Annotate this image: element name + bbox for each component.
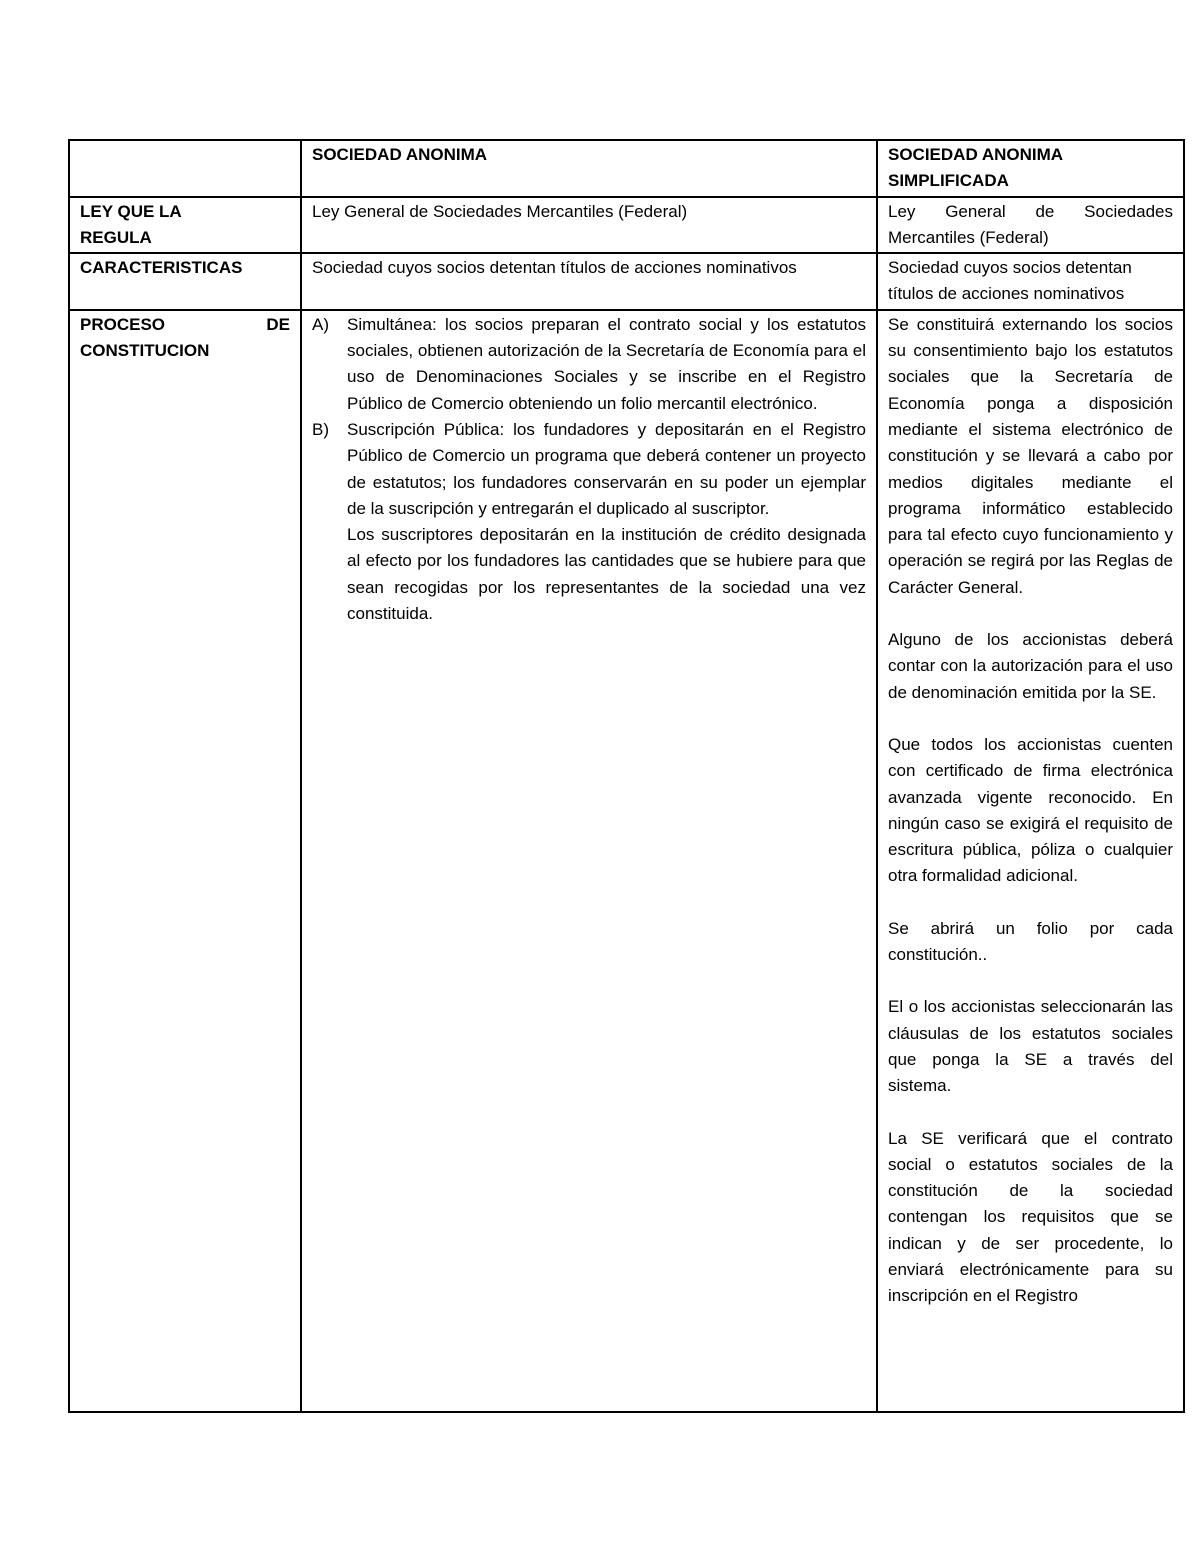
document-page <box>68 139 1183 1413</box>
list-item <box>312 312 866 417</box>
proceso-steps-list <box>312 312 866 522</box>
sas-paragraph-3: Que todos los accionistas cuenten con certificado de firma electrónica avanzada vigente reconocido. En ningún caso se exigirá el requisito de escritura pública, póliza o cualquier otra formalidad adicional. <box>888 734 1173 886</box>
proceso-sociedad-anonima <box>301 310 877 1412</box>
sas-paragraph-5: El o los accionistas seleccionarán las cláusulas de los estatutos sociales que ponga la SE a través del sistema. <box>888 997 1173 1096</box>
row-label-proceso <box>69 310 301 1412</box>
row-label-ley <box>69 197 301 254</box>
row-proceso <box>69 310 1184 1412</box>
proceso-sociedad-anonima-simplificada <box>877 310 1184 1412</box>
row-label-de-word: DE <box>266 314 290 334</box>
row-caracteristicas <box>69 253 1184 310</box>
step-b-text: Suscripción Pública: los fundadores y depositarán en el Registro Público de Comercio un programa que deberá contener un proyecto de estatutos; los fundadores conservarán en su poder un ejemplar de la suscripción y entregarán el duplicado al suscriptor. <box>347 419 866 518</box>
header-row <box>69 140 1184 197</box>
caracteristicas-sociedad-anonima: Sociedad cuyos socios detentan títulos de acciones nominativos <box>301 253 877 310</box>
row-ley <box>69 197 1184 254</box>
row-label-ley-text: LEY QUE LA REGULA <box>80 201 182 247</box>
ley-sociedad-anonima-simplificada: Ley General de Sociedades Mercantiles (Federal) <box>877 197 1184 254</box>
sas-paragraph-1: Se constituirá externando los socios su consentimiento bajo los estatutos sociales que la Secretaría de Economía ponga a disposición mediante el sistema electrónico de constitución y se llevará a cabo por medios digitales mediante el programa informático establecido para tal efecto cuyo funcionamiento y operación se regirá por las Reglas de Carácter General. <box>888 314 1173 597</box>
row-label-constitucion: CONSTITUCION <box>80 341 210 361</box>
sas-paragraph-2: Alguno de los accionistas deberá contar con la autorización para el uso de denominación emitida por la SE. <box>888 630 1173 702</box>
step-b-continuation: Los suscriptores depositarán en la institución de crédito designada al efecto por los fundadores las cantidades que se hubiere para que sean recogidas por los representantes de la sociedad una vez constituida. <box>347 525 866 624</box>
caracteristicas-sociedad-anonima-simplificada: Sociedad cuyos socios detentan títulos de acciones nominativos <box>877 253 1184 310</box>
ley-sociedad-anonima: Ley General de Sociedades Mercantiles (Federal) <box>301 197 877 254</box>
list-marker-a: A) <box>312 314 329 334</box>
step-a-text: Simultánea: los socios preparan el contrato social y los estatutos sociales, obtienen autorización de la Secretaría de Economía para el uso de Denominaciones Sociales y se inscribe en el Registro Público de Comercio obteniendo un folio mercantil electrónico. <box>347 314 866 413</box>
row-label-proceso-line1 <box>80 312 290 338</box>
list-marker-b: B) <box>312 419 329 439</box>
header-empty-cell <box>69 140 301 197</box>
sas-paragraph-4: Se abrirá un folio por cada constitución.. <box>888 918 1173 965</box>
list-item <box>312 417 866 522</box>
sas-paragraph-6: La SE verificará que el contrato social o estatutos sociales de la constitución de la sociedad contengan los requisitos que se indican y de ser procedente, lo enviará electrónicamente para su inscripción en el Registro <box>888 1128 1173 1306</box>
header-sociedad-anonima: SOCIEDAD ANONIMA <box>301 140 877 197</box>
row-label-caracteristicas: CARACTERISTICAS <box>69 253 301 310</box>
header-sociedad-anonima-simplificada: SOCIEDAD ANONIMA SIMPLIFICADA <box>877 140 1184 197</box>
comparison-table <box>68 139 1185 1413</box>
row-label-proceso-word: PROCESO <box>80 314 166 334</box>
